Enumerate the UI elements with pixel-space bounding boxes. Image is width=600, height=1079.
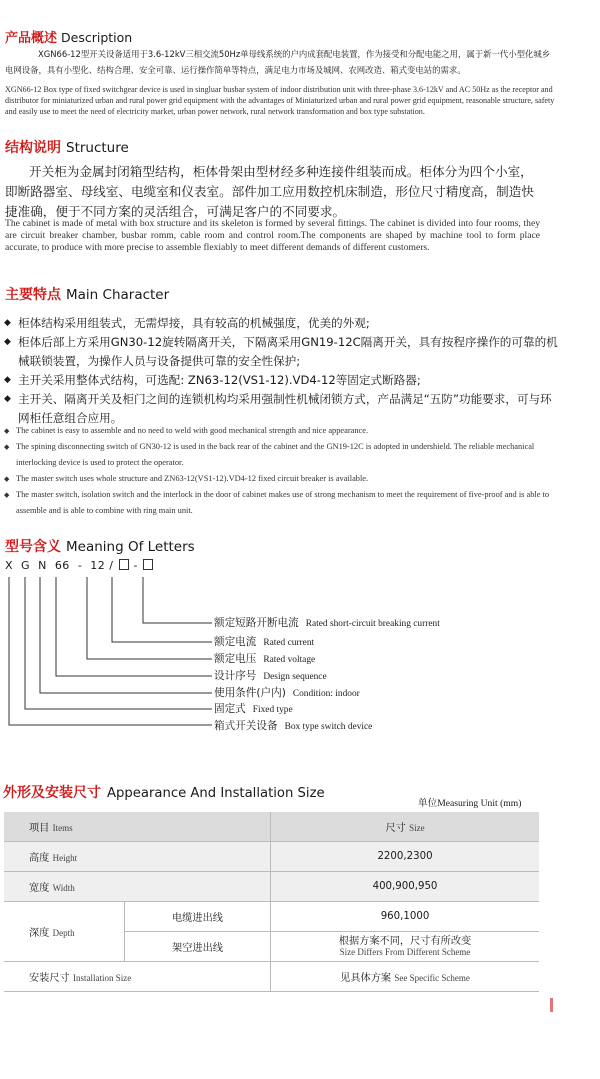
- connector-line: [56, 577, 212, 676]
- header-size-cell: [271, 812, 540, 842]
- meaning-row: [214, 685, 360, 700]
- meaning-en: Rated current: [263, 638, 315, 648]
- connector-line: [87, 577, 212, 659]
- code-letter: X: [5, 559, 14, 572]
- diamond-bullet-icon: ◆: [4, 427, 10, 435]
- height-value: 2200,2300: [271, 842, 540, 872]
- code-letter: N: [38, 559, 47, 572]
- character-item-en-text: The spining disconnecting switch of GN30-12 is used in the back rear of the cabinet and the GN19-12C is adopted in undershield. The reliable mechanical interlocking device is used to protect the operator.: [16, 442, 535, 467]
- description-text-cn: XGN66-12型开关设备适用于3.6-12kV三相交流50Hz单母线系统的户内成套配电装置，作为接受和分配电能之用，属于新一代小型化城乡电网设备，具有小型化、结构合理、安全可靠、运行操作简单等特点，满足电力市场及城网、农网改造、箱式变电站的需求。: [5, 49, 551, 75]
- structure-text-en: The cabinet is made of metal with box structure and its skeleton is formed by several fittings. The cabinet is divided into four rooms, they are circuit breaker chamber, busbar romm, cable room and control room.The components are shaped by machine tool to form place accurate, to produce with more precise to assemble flexiably to meet different demands of different customers.: [5, 218, 540, 254]
- table-row: [4, 842, 539, 872]
- character-heading: [5, 284, 169, 304]
- decorative-mark: [550, 998, 553, 1012]
- code-slash: /: [109, 559, 114, 572]
- connector-line: [143, 577, 212, 623]
- header-size-en: Size: [409, 823, 425, 833]
- diamond-bullet-icon: ◆: [4, 318, 11, 328]
- install-cn: 安装尺寸: [29, 973, 70, 984]
- description-text-en: XGN66-12 Box type of fixed switchgear device is used in singluar busbar system of indoor distribution unit with three-phase 3.6-12kV and AC 50Hz as the receptor and distributor for miniaturized urban and rural power grid equipment with the advantages of Miniaturized urban and rural power grid equipment, reasonable structure, safety and easily use to meet the need of electricity market, urban power network, rural network transformation and box type substation.: [5, 85, 555, 117]
- meaning-cn: 箱式开关设备: [214, 720, 278, 732]
- table-header-row: [4, 812, 539, 842]
- unit-label: [418, 795, 521, 809]
- code-number: 12: [90, 559, 106, 572]
- width-value: 400,900,950: [271, 872, 540, 902]
- code-dash: -: [133, 559, 138, 572]
- size-table: [4, 812, 539, 992]
- meaning-en: Condition: indoor: [292, 689, 360, 699]
- character-item-en-text: The master switch, isolation switch and the interlock in the door of cabinet makes use of strong mechanism to meet the requirement of five-proof and is able to assemble and is able to combine with ring main unit.: [16, 490, 550, 515]
- meaning-row: [214, 615, 440, 630]
- meaning-row: [214, 634, 314, 649]
- size-title-en: Appearance And Installation Size: [107, 786, 325, 801]
- meaning-en: Fixed type: [252, 705, 293, 715]
- table-row: [4, 962, 539, 992]
- description-title-en: Description: [61, 30, 133, 45]
- meaning-connector-lines: [0, 570, 220, 730]
- overhead-label: 架空进出线: [125, 932, 271, 962]
- character-item-cn-text: 柜体结构采用组装式，无需焊接，具有较高的机械强度，优美的外观;: [18, 316, 370, 330]
- width-label-cell: [4, 872, 271, 902]
- header-size-cn: 尺寸: [385, 823, 406, 834]
- meaning-cn: 额定电流: [214, 636, 257, 648]
- meaning-row: [214, 651, 315, 666]
- unit-cn: 单位: [418, 798, 438, 809]
- overhead-value-en: Size Differs From Different Scheme: [339, 946, 471, 957]
- meaning-heading: [5, 536, 195, 556]
- diamond-bullet-icon: ◆: [4, 475, 10, 483]
- meaning-cn: 额定电压: [214, 653, 257, 665]
- code-letter: G: [21, 559, 31, 572]
- character-item-cn-text: 柜体后部上方采用GN30-12旋转隔离开关，下隔离采用GN19-12C隔离开关，具有按程序操作的可靠的机械联锁装置，为操作人员与设备提供可靠的安全性保护;: [18, 335, 558, 368]
- structure-title-cn: 结构说明: [5, 140, 61, 156]
- structure-text-cn: 开关柜为金属封闭箱型结构，柜体骨架由型材经多种连接件组装而成。柜体分为四个小室，即断路器室、母线室、电缆室和仪表室。部件加工应用数控机床制造，形位尺寸精度高，制造快捷准确，便于不同方案的灵活组合，可满足客户的不同要求。: [5, 164, 534, 219]
- cable-value: 960,1000: [271, 902, 540, 932]
- height-en: Height: [52, 853, 78, 863]
- meaning-cn: 设计序号: [214, 670, 257, 682]
- character-item-cn: [4, 314, 558, 333]
- meaning-cn: 使用条件(户内): [214, 687, 286, 699]
- overhead-value-cell: [271, 932, 540, 962]
- connector-line: [9, 577, 212, 725]
- overhead-value-cn: 根据方案不同，尺寸有所改变: [338, 935, 472, 947]
- table-row: [4, 902, 539, 932]
- depth-cn: 深度: [29, 928, 50, 939]
- size-title-cn: 外形及安装尺寸: [3, 785, 101, 801]
- header-item-cn: 项目: [29, 823, 50, 834]
- character-item-cn: [4, 371, 558, 390]
- diamond-bullet-icon: ◆: [4, 337, 11, 347]
- character-title-en: Main Character: [66, 287, 170, 303]
- code-placeholder-box: [143, 559, 153, 570]
- character-item-en-text: The cabinet is easy to assemble and no need to weld with good mechanical strength and nice appearance.: [16, 426, 369, 435]
- install-value-cn: 见具体方案: [340, 973, 392, 984]
- connector-line: [25, 577, 212, 709]
- character-item-cn-text: 主开关采用整体式结构，可选配: ZN63-12(VS1-12).VD4-12等固定式断路器;: [18, 373, 421, 387]
- depth-en: Depth: [52, 928, 75, 938]
- height-label-cell: [4, 842, 271, 872]
- diamond-bullet-icon: ◆: [4, 443, 10, 451]
- meaning-cn: 固定式: [214, 703, 246, 715]
- structure-title-en: Structure: [66, 140, 129, 156]
- height-cn: 高度: [29, 853, 50, 864]
- character-item-en-text: The master switch uses whole structure and ZN63-12(VS1-12).VD4-12 fixed circuit breaker is available.: [16, 474, 369, 483]
- install-en: Installation Size: [73, 973, 132, 983]
- install-label-cell: [4, 962, 271, 992]
- header-item-cell: [4, 812, 271, 842]
- meaning-title-en: Meaning Of Letters: [66, 539, 195, 555]
- code-dash: -: [77, 559, 83, 572]
- code-placeholder-box: [119, 559, 129, 570]
- connector-line: [112, 577, 212, 642]
- install-value-en: See Specific Scheme: [394, 973, 470, 983]
- width-en: Width: [52, 883, 75, 893]
- meaning-en: Box type switch device: [284, 722, 373, 732]
- meaning-row: [214, 668, 327, 683]
- character-item-en: [4, 439, 561, 471]
- character-item-cn-text: 主开关、隔离开关及柜门之间的连锁机构均采用强制性机械闭锁方式，产品满足“五防”功能要求，可与环网柜任意组合应用。: [18, 392, 552, 425]
- meaning-en: Rated short-circuit breaking current: [305, 619, 440, 629]
- description-title-cn: 产品概述: [5, 31, 58, 46]
- character-item-en: [4, 423, 561, 439]
- meaning-title-cn: 型号含义: [5, 539, 61, 555]
- character-item-cn: [4, 333, 558, 371]
- unit-en: Measuring Unit (mm): [437, 798, 522, 809]
- description-heading: [5, 27, 132, 46]
- meaning-row: [214, 701, 293, 716]
- cable-label: 电缆进出线: [125, 902, 271, 932]
- character-item-en: [4, 471, 561, 487]
- code-number: 66: [54, 559, 70, 572]
- header-item-en: Items: [52, 823, 73, 833]
- meaning-en: Rated voltage: [263, 655, 316, 665]
- install-value-cell: [271, 962, 540, 992]
- meaning-en: Design sequence: [263, 672, 327, 682]
- diamond-bullet-icon: ◆: [4, 375, 11, 385]
- diamond-bullet-icon: ◆: [4, 394, 11, 404]
- character-title-cn: 主要特点: [5, 287, 61, 303]
- size-heading: [3, 782, 325, 802]
- meaning-cn: 额定短路开断电流: [214, 617, 299, 629]
- diamond-bullet-icon: ◆: [4, 491, 10, 499]
- width-cn: 宽度: [29, 883, 50, 894]
- depth-label-cell: [4, 902, 125, 962]
- table-row: [4, 872, 539, 902]
- character-item-en: [4, 487, 561, 519]
- structure-heading: [5, 137, 129, 157]
- meaning-row: [214, 718, 372, 733]
